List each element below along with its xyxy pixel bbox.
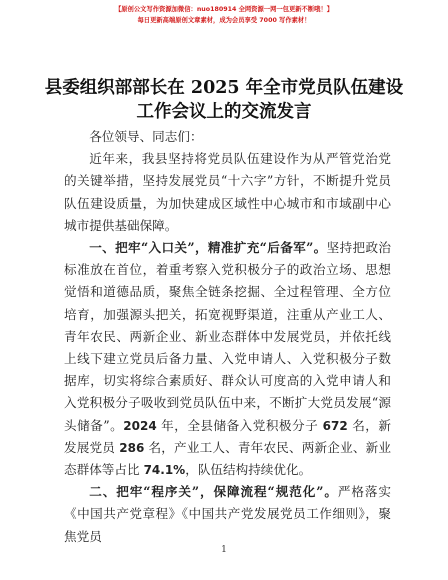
section-1-text-4: 名，产业工人、青年农民、两新企业、新业态群体等占比	[64, 439, 391, 478]
page-number: 1	[221, 545, 227, 555]
section-1-text-5: ，队伍结构持续优化。	[185, 462, 312, 478]
section-2-heading: 二、把牢“程序关”，保障流程“规范化”。	[89, 484, 338, 500]
document-body	[64, 126, 391, 548]
salutation: 各位领导、同志们：	[89, 129, 203, 144]
section-2-text: 严格落实《中国共产党章程》《中国共产党发展党员工作细则》，聚焦党员	[64, 484, 391, 544]
paragraph-section-2	[64, 481, 391, 548]
paragraph-section-1	[64, 237, 391, 481]
section-1-text: 坚持把政治标准放在首位，着重考察入党积极分子的政治立场、思想觉悟和道德品质，聚焦全链条挖掘、全过程管理、全方位培育，加强源头把关，拓宽视野渠道，注重从产业工人、青年农民、两新企业、新业态群体中发展党员，并依托线上线下建立党员后备力量、入党申请人、入党积极分子数据库，切实将综合素质好、群众认可度高的入党申请人和入党积极分子吸收到党员队伍中来，不断扩大党员发展“源头储备”。	[64, 240, 392, 433]
section-1-heading: 一、把牢“入口关”，精准扩充“后备军”。	[89, 240, 327, 256]
promo-banner	[0, 4, 448, 26]
stat-percentage: 74.1%	[143, 463, 186, 478]
promo-line-1: 【原创公文写作资源加微信：nuo180914 全网资源一网一包更新不断哦！】	[114, 6, 334, 13]
stat-reserve-count: 672	[322, 418, 348, 433]
promo-line-2: 每日更新高端原创文章素材，成为会员享受 7000 写作素材！	[137, 17, 311, 24]
paragraph-intro: 近年来，我县坚持将党员队伍建设作为从严管党治党的关键举措，坚持发展党员“十六字”方针，不断提升党员队伍建设质量，为加快建成区域性中心城市和市域副中心城市提供基础保障。	[64, 151, 391, 233]
stat-new-members: 286	[119, 440, 145, 455]
stat-year: 2024	[123, 418, 157, 433]
document-title: 县委组织部部长在 2025 年全市党员队伍建设工作会议上的交流发言	[44, 78, 404, 122]
section-1-text-2: 年，全县储备入党积极分子	[156, 417, 323, 433]
section-1-text-3: 名，新发展党员	[64, 417, 391, 455]
